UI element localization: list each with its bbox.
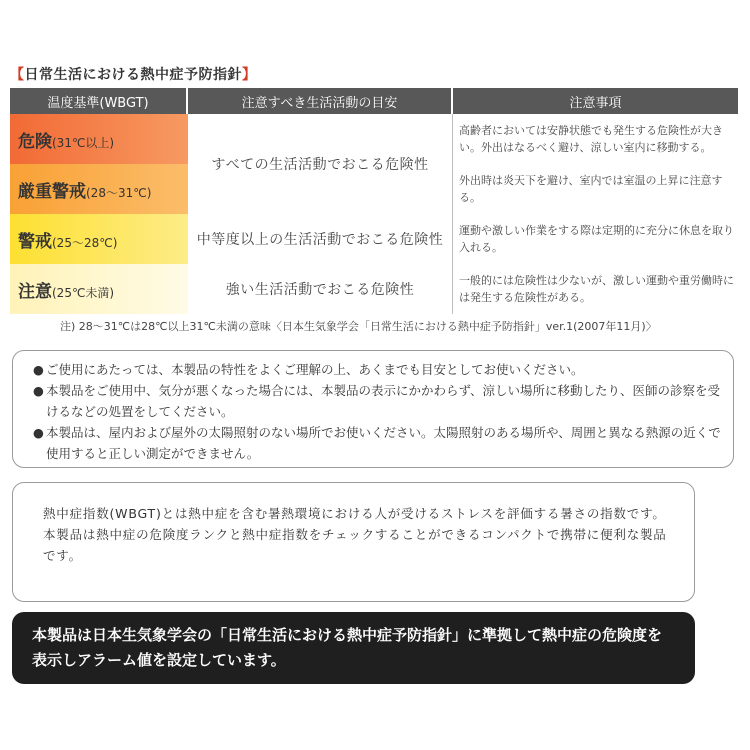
level-name: 注意 bbox=[18, 281, 52, 302]
level-range: (28～31℃) bbox=[86, 185, 152, 200]
level-range: (31℃以上) bbox=[52, 135, 115, 150]
banner-text: 本製品は日本生気象学会の「日常生活における熱中症予防指針」に準拠して熱中症の危険度を表示しアラーム値を設定しています。 bbox=[32, 626, 663, 669]
table-row-caution bbox=[10, 264, 738, 314]
note-danger: 高齢者においては安静状態でも発生する危険性が大きい。外出はなるべく避け、涼しい室内に移動する。 bbox=[459, 124, 723, 154]
header-activity: 注意すべき生活活動の目安 bbox=[188, 88, 453, 114]
caution-text: 本製品は、屋内および屋外の太陽照射のない場所でお使いください。太陽照射のある場所や、周囲と異なる熱源の近くで使用すると正しい測定ができません。 bbox=[46, 425, 721, 461]
title-bracket-open: 【 bbox=[10, 67, 25, 83]
level-range: (25～28℃) bbox=[52, 235, 118, 250]
caution-item bbox=[33, 422, 723, 464]
compliance-banner bbox=[12, 612, 695, 684]
header-notes: 注意事項 bbox=[453, 88, 738, 114]
caution-item bbox=[33, 380, 723, 422]
table-row-danger bbox=[10, 114, 738, 164]
level-range: (25℃未満) bbox=[52, 285, 115, 300]
note-warning: 運動や激しい作業をする際は定期的に充分に休息を取り入れる。 bbox=[459, 224, 734, 254]
caution-text: 本製品をご使用中、気分が悪くなった場合には、本製品の表示にかかわらず、涼しい場所に移動したり、医師の診察を受けるなどの処置をしてください。 bbox=[46, 383, 721, 419]
level-caution bbox=[10, 264, 188, 314]
description-paragraph: 本製品は熱中症の危険度ランクと熱中症指数をチェックすることができるコンパクトで携帯に便利な製品です。 bbox=[43, 527, 667, 563]
header-wbgt: 温度基準(WBGT) bbox=[10, 88, 188, 114]
level-name: 危険 bbox=[18, 131, 52, 152]
level-severe-warning bbox=[10, 164, 188, 214]
bullet-icon: ● bbox=[33, 362, 44, 377]
table-footnote: 注) 28～31℃は28℃以上31℃未満の意味〈日本生気象学会「日常生活における熱中症予防指針」ver.1(2007年11月)〉 bbox=[60, 320, 657, 333]
title-text: 日常生活における熱中症予防指針 bbox=[24, 67, 242, 83]
title-bracket-close: 】 bbox=[242, 67, 257, 83]
note-severe-warning: 外出時は炎天下を避け、室内では室温の上昇に注意する。 bbox=[459, 174, 723, 204]
table-header-row bbox=[10, 88, 738, 114]
description-paragraph: 熱中症指数(WBGT)とは熱中症を含む暑熱環境における人が受けるストレスを評価する暑さの指数です。 bbox=[43, 506, 666, 521]
wbgt-description-box bbox=[12, 482, 695, 602]
guideline-title bbox=[10, 64, 257, 84]
level-warning bbox=[10, 214, 188, 264]
note-caution: 一般的には危険性は少ないが、激しい運動や重労働時には発生する危険性がある。 bbox=[459, 274, 734, 304]
caution-item bbox=[33, 359, 723, 380]
level-name: 厳重警戒 bbox=[18, 181, 86, 202]
bullet-icon: ● bbox=[33, 425, 44, 440]
level-name: 警戒 bbox=[18, 231, 52, 252]
activity-all: すべての生活活動でおこる危険性 bbox=[188, 114, 453, 214]
usage-cautions-box bbox=[12, 350, 734, 468]
bullet-icon: ● bbox=[33, 383, 44, 398]
table-row-warning bbox=[10, 214, 738, 264]
activity-strong: 強い生活活動でおこる危険性 bbox=[188, 264, 453, 314]
activity-moderate: 中等度以上の生活活動でおこる危険性 bbox=[188, 214, 453, 264]
heatstroke-guideline-table bbox=[10, 88, 738, 314]
level-danger bbox=[10, 114, 188, 164]
caution-text: ご使用にあたっては、本製品の特性をよくご理解の上、あくまでも目安としてお使いください。 bbox=[46, 362, 584, 377]
